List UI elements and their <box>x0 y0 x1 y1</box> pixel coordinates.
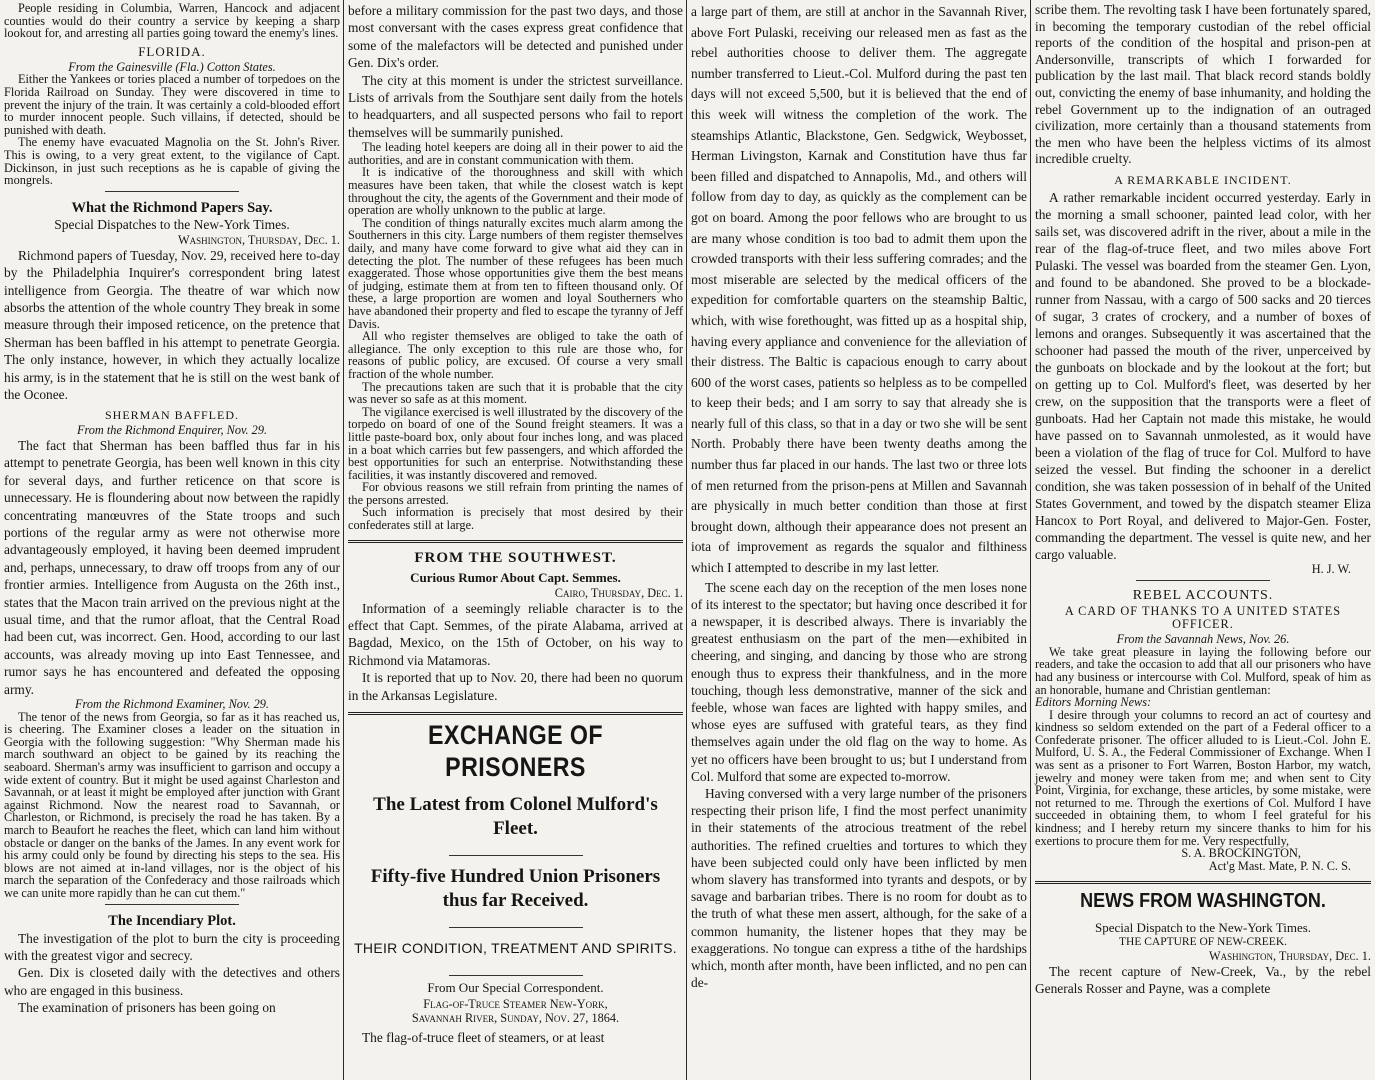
section-divider <box>1035 881 1371 884</box>
dispatch-subheading: Special Dispatch to the New-York Times. <box>1094 920 1312 936</box>
incendiary-heading: The Incendiary Plot. <box>108 912 236 929</box>
card-subheading: A CARD OF THANKS TO A UNITED STATES OFFICER. <box>1064 603 1342 631</box>
fifty-five-headline: Fifty-five Hundred Union Prisoners thus far Received. <box>370 866 661 912</box>
richmond-heading: What the Richmond Papers Say. <box>71 199 273 216</box>
column-2 <box>344 0 687 1080</box>
paragraph: All who register themselves are obliged to take the oath of allegiance. The only exception to this rule are those who, for reasons of public policy, are excused. Of course a very small fraction of the whole number. <box>348 329 683 381</box>
salutation: Editors Morning News: <box>1035 695 1152 710</box>
paragraph: Having conversed with a very large number of the prisoners respecting their prison life, I find the most perfect unanimity in their statements of the atrocious treatment of the rebel authorities. The refined cruelties and tortures to which they have been subjected could only have been inflicted by men whom slavery has transformed into tyrants and despots, or by savage and barbarian tribes. There is no room for doubt as to the truth of what these men assert, although, for the sake of a common humanity, the listener hopes that they may be exaggerations. No tongue can express a tithe of the hardships which, month after month, have been inflicted, and no pen can de- <box>691 786 1027 991</box>
paragraph: We take great pleasure in laying the following before our readers, and take the occasion to add that all our prisoners who have had any business or intercourse with Col. Mulford, speak of him as an honorable, humane and Christian gentleman: <box>1035 644 1371 697</box>
section-divider <box>4 187 340 195</box>
dateline: Flag-of-Truce Steamer New-York, <box>423 997 608 1012</box>
signature-title: Act'g Mast. Mate, P. N. C. S. <box>1208 859 1351 874</box>
dateline: Cairo, Thursday, Dec. 1. <box>554 585 683 600</box>
paragraph: Gen. Dix is closeted daily with the detectives and others who are engaged in this business. <box>4 965 340 998</box>
exchange-headline: EXCHANGE OF PRISONERS <box>427 720 604 783</box>
paragraph: A rather remarkable incident occurred yesterday. Early in the morning a small schooner, painted lead color, with her sails set, was discovered adrift in the river, about a mile in the rear of the flag-of-truce fleet, and two miles above Fort Pulaski. The vessel was boarded from the steamer Gen. Lyon, and found to be abandoned. She proved to be a blockade-runner from Nassau, with a cargo of 500 sacks and 20 tierces of sugar, 3 crates of crockery, and a number of boxes of lemons and oranges. Subsequently it was ascertained that the schooner had passed the mouth of the river, unperceived by the gunboats on blockade and by the lookout at the fort; but on getting up to Col. Mulford's fleet, was deserted by her crew, on the supposition that the transports were a fleet of gunboats. Had her Captain not made this mistake, he would have passed on to Savannah unmolested, as it would have been a violation of the flag of truce for Col. Mulford to have seized the vessel. But finding the schooner in a derelict condition, she was taken possession of in behalf of the United States Government, and towed by the dispatch steamer Eliza Hancox to Port Royal, and delivered to Major-Gen. Foster, commanding the department. The vessel is quite new, and her cargo valuable. <box>1035 189 1371 562</box>
signature-initials: H. J. W. <box>1311 561 1351 576</box>
remarkable-heading: A REMARKABLE INCIDENT. <box>1114 172 1292 187</box>
paragraph: The leading hotel keepers are doing all in their power to aid the authorities, and are in constant communication with them. <box>348 140 683 167</box>
southwest-heading: FROM THE SOUTHWEST. <box>414 549 617 566</box>
latest-headline: The Latest from Colonel Mulford's Fleet. <box>373 794 658 840</box>
paragraph: The recent capture of New-Creek, Va., by the rebel Generals Rosser and Payne, was a complete <box>1035 963 1371 997</box>
paragraph: Either the Yankees or tories placed a number of torpedoes on the Florida Railroad on Sunday. They were discovered in time to prevent the injury of the train. It was certainly a cold-blooded effort to murder innocent people. Such villains, if detected, should be punished with death. <box>4 72 340 137</box>
paragraph: The scene each day on the reception of the men loses none of its interest to the spectator; but having once described it for a newspaper, it is described always. There is invariably the greatest enthusiasm on the part of the men—exhibited in cheering, and singing, and dancing by those who are strong enough thus to express their thankfulness, and in the more touching, though less demonstrative, manner of the sick and feeble, whose wan faces are lighted with happy smiles, and whose eyes are suffused with grateful tears, as they find themselves again under the old flag on the way to home. As yet no officers have been brought to us; but I understand from Col. Mulford that some are expected to-morrow. <box>691 579 1027 784</box>
section-divider <box>348 971 683 979</box>
correspondent-line: From Our Special Correspondent. <box>427 980 604 996</box>
section-divider <box>348 923 683 931</box>
news-washington-headline: NEWS FROM WASHINGTON. <box>1080 890 1326 913</box>
paragraph: a large part of them, are still at anchor in the Savannah River, above Fort Pulaski, receiving our released men as fast as the rebel authorities choose to deliver them. The aggregate number transferred to Lieut.-Col. Mulford during the past ten days will not exceed 5,500, but it is believed that the end of this week will witness the completion of the work. The steamships Atlantic, Blackstone, Gen. Sedgwick, Weybosset, Herman Livingston, Karnak and Constitution have thus far been filled and dispatched to Annapolis, Md., and others will follow from day to day, as quickly as the complement can be got on board. Among the poor fellows who are brought to us are many whose condition is too bad to admit them upon the crowded transports with their less suffering comrades; and the most miserable are selected by the medical officers of the expedition for comfortable quarters on the steamship Baltic, which, with wise forethought, was fitted up as a hospital ship, having every appliance and convenience for the alleviation of their distress. The Baltic is capacious enough to carry about 600 of the worst cases, patients so helpless as to be compelled to keep their beds; and I am sorry to say that already she is nearly full of this class, so that in a day or two she will be sent North. Probably there have been twenty deaths among the number thus far placed in our hands. The last two or three lots of men returned from the prison-pens at Millen and Savannah are physically in much better condition than those at first brought down, although their appearance does not present an iota of improvement as regards the squalor and filthiness which I attempted to describe in my last letter. <box>691 4 1027 576</box>
florida-heading: FLORIDA. <box>138 43 206 59</box>
semmes-subheading: Curious Rumor About Capt. Semmes. <box>410 569 621 585</box>
column-4 <box>1031 0 1375 1080</box>
paragraph: The vigilance exercised is well illustrated by the discovery of the torpedo on board of one of the Sound freight steamers. It was a little paste-board box, only about four inches long, and was placed in a boat which carries but few passengers, and which afforded the best opportunities for such an enterprise. Notwithstanding these facilities, it was instantly discovered and removed. <box>348 404 683 482</box>
paragraph: The tenor of the news from Georgia, so far as it has reached us, is cheering. The Examiner closes a leader on the situation in Georgia with the following suggestion: "Why Sherman made his march southward an object to be gained by its reaching the seaboard. Sherman's army was insufficient to garrison and occupy a wide extent of country. But it might be used against Charleston and Savannah, or at least it might be employed after junction with Grant against Richmond. Now the nearest road to Savannah, or Charleston, or Richmond, is precisely the road he has taken. By a march to Beaufort he reaches the fleet, which can land him without obstacle or danger on the banks of the James. In any event work for his army could only be found by directing his steps to the sea. His blows are not aimed at in-land villages, nor is the object of his march the separation of the Confederacy and those railroads which we can unite more rapidly than he can cut them." <box>4 709 340 900</box>
newcreek-subheading: THE CAPTURE OF NEW-CREEK. <box>1118 936 1288 949</box>
paragraph: The examination of prisoners has been going on <box>18 1000 276 1016</box>
dateline: Washington, Thursday, Dec. 1. <box>1209 948 1371 963</box>
source-line: From the Richmond Examiner, Nov. 29. <box>75 697 269 712</box>
paragraph: The precautions taken are such that it is probable that the city was never so safe as at this moment. <box>348 379 683 407</box>
section-divider <box>1035 576 1371 584</box>
paragraph: scribe them. The revolting task I have been fortunately spared, in becoming the temporary custodian of the rebel official reports of the condition of the hospital and prison-pen at Andersonville, transcripts of which I forwarded for publication by the last mail. That black record stands boldly out, convicting the enemy of base inhumanity, and holding the rebel Government up to the indignation of an outraged civilization, more certainly than a thousand statements from the men who have been the helpless victims of its almost incredible cruelty. <box>1035 2 1371 167</box>
column-1 <box>0 0 344 1080</box>
dateline: Savannah River, Sunday, Nov. 27, 1864. <box>411 1011 620 1026</box>
paragraph: It is indicative of the thoroughness and skill with which measures have been taken, that while the closest watch is kept throughout the city, the agents of the Government and their mode of operation are wholly unknown to the public at large. <box>348 165 683 218</box>
paragraph: Such information is precisely that most desired by their confederates still at large. <box>348 505 683 533</box>
section-divider <box>348 851 683 859</box>
condition-headline: THEIR CONDITION, TREATMENT AND SPIRITS. <box>354 940 677 957</box>
paragraph: Richmond papers of Tuesday, Nov. 29, received here to-day by the Philadelphia Inquirer's correspondent bring latest intelligence from Georgia. The theatre of war which now absorbs the attention of the whole country They break in some measure through their imposed reticence, on the pretence that Sherman has been baffled in his attempt to penetrate Georgia. The only instance, however, in which they actually localize his army, is in the statement that he is still on the west bank of the Oconee. <box>4 247 340 402</box>
paragraph: The fact that Sherman has been baffled thus far in his attempt to penetrate Georgia, has been well known in this city for several days, and further reticence on that score is unnecessary. He is floundering about now between the rapidly concentrating manœuvres of the State troops and such portions of the regular army as were not otherwise more advantageously employed, it having been deemed imprudent and, perhaps, unnecessary, to draw off troops from any of our frontier armies. Intelligence from Augusta on the 26th inst., states that the Macon train arrived on the previous night at the usual time, and that the rumor afloat, that the Central Road had been cut, was incorrect. Gen. Hood, according to our last accounts, was already moving up into East Tennessee, and rumor says he has encountered and defeated the opposing army. <box>4 437 340 697</box>
column-3 <box>687 0 1031 1080</box>
dispatch-subheading: Special Dispatches to the New-York Times. <box>54 216 290 232</box>
paragraph: The investigation of the plot to burn the city is proceeding with the greatest vigor and secrecy. <box>4 930 340 963</box>
paragraph: Information of a seemingly reliable character is to the effect that Capt. Semmes, of the pirate Alabama, arrived at Bagdad, Mexico, on the 15th of October, on his way to Richmond via Matamoras. <box>348 600 683 668</box>
source-line: From the Savannah News, Nov. 26. <box>1116 632 1290 647</box>
paragraph: The flag-of-truce fleet of steamers, or at least <box>362 1030 605 1046</box>
paragraph: It is reported that up to Nov. 20, there had been no quorum in the Arkansas Legislature. <box>348 670 683 703</box>
signature-name: S. A. BROCKINGTON, <box>1181 846 1301 861</box>
dateline: Washington, Thursday, Dec. 1. <box>178 232 340 247</box>
sherman-heading: SHERMAN BAFFLED. <box>104 408 240 423</box>
paragraph: The enemy have evacuated Magnolia on the St. John's River. This is owing, to a very great extent, to the vigilance of Capt. Dickinson, in just such receptions as he is capable of giving the mongrels. <box>4 135 340 188</box>
source-line: From the Gainesville (Fla.) Cotton States. <box>68 59 276 74</box>
source-line: From the Richmond Enquirer, Nov. 29. <box>76 423 268 438</box>
intro-paragraph: People residing in Columbia, Warren, Hancock and adjacent counties would do their country a service by keeping a sharp lookout for, and arresting all parties going toward the enemy's lines. <box>4 1 340 41</box>
paragraph: The city at this moment is under the strictest surveillance. Lists of arrivals from the Southjare sent daily from the hotels to headquarters, and all suspected persons who fail to report themselves will be summarily punished. <box>348 72 683 140</box>
paragraph: before a military commission for the past two days, and those most conversant with the cases express great confidence that some of the malefactors will be detected and punished under Gen. Dix's order. <box>348 3 683 71</box>
section-divider <box>348 540 683 543</box>
section-divider <box>348 712 683 715</box>
paragraph: I desire through your columns to record an act of courtesy and kindness so seldom extended on the part of a Federal officer to a Confederate prisoner. The officer alluded to is Lieut.-Col. John E. Mulford, U. S. A., the Federal Commissioner of Exchange. When I was sent as a prisoner to Fort Warren, Boston Harbor, my watch, jewelry and money were taken from me; and when sent to City Point, Virginia, for exchange, these articles, by some mistake, were not returned to me. Through the exertions of Col. Mulford I have succeeded in obtaining them, to whom I feel grateful for his kindness; and I hereby return my sincere thanks to him for his exertions to procure them for me. Very respectfully, <box>1035 707 1371 848</box>
section-divider <box>4 900 340 908</box>
paragraph: The condition of things naturally excites much alarm among the Southerners in this city. Large numbers of them register themselves daily, and many have come forward to give what aid they can in detecting the plot. The number of these refugees has been much exaggerated. Those whose opportunities give them the best means of judging, estimate them at from ten to fifteen thousand only. Of these, a large proportion are women and loyal Southerners who have abandoned their property and fled to escape the tyranny of Jeff Davis. <box>348 215 683 331</box>
rebel-accounts-heading: REBEL ACCOUNTS. <box>1132 587 1274 603</box>
paragraph: For obvious reasons we still refrain from printing the names of the persons arrested. <box>348 480 683 507</box>
